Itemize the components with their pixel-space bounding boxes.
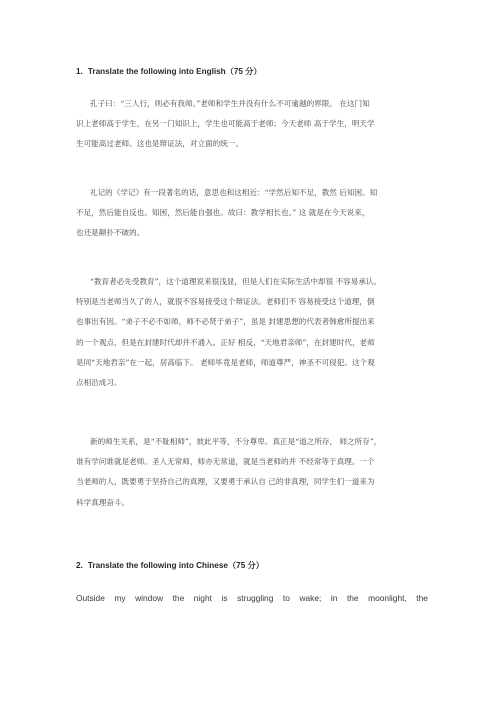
paragraph-line: 科学真理奋斗。 <box>76 497 130 507</box>
paragraph-line: 是同“天地君亲”在一起，居高临下。 老师毕竟是老师，师道尊严，神圣不可侵犯。这个观 <box>76 357 375 367</box>
paragraph-line: 识上老师高于学生，在另一门知识上，学生也可能高于老师；今天老师 高于学生，明天学 <box>76 119 375 129</box>
english-word: the <box>172 593 185 603</box>
paragraph-3 <box>76 272 428 393</box>
english-word: is <box>221 593 228 603</box>
paragraph-line: 点相沿成习。 <box>76 378 122 388</box>
english-word: window <box>135 593 164 603</box>
paragraph-line: 也事出有因。“弟子不必不如师，师不必贤于弟子”，虽是 封建思想的代表者韩愈所提出来 <box>76 317 375 327</box>
paragraph-4 <box>76 432 428 513</box>
section-1-heading <box>76 66 262 77</box>
paragraph-2 <box>76 183 428 244</box>
paragraph-line: 礼记的《学记》有一段著名的话，意思也和这相近：“学然后知不足，教然 后知困。知 <box>90 188 378 197</box>
english-word: night <box>193 593 212 603</box>
paragraph-line: 也还是颠扑不破的。 <box>76 228 145 238</box>
english-word: the <box>346 593 359 603</box>
paragraph-line: 当老师的人，既要勇于坚持自己的真理，又要勇于承认自 己的非真理，同学生们一道来为 <box>76 477 375 487</box>
english-word: wake; <box>299 593 322 603</box>
paragraph-line: “教育者必先受教育”，这个道理说来很浅显，但是人们在实际生活中却很 不容易承认。 <box>90 277 382 286</box>
section-1-number: 1. <box>76 67 83 76</box>
section-2-title: Translate the following into Chinese（75 分） <box>87 561 264 570</box>
paragraph-line: 不足，然后能自反也。知困，然后能自强也。故曰：教学相长也。” 这 就是在今天说来， <box>76 208 370 218</box>
english-word: struggling <box>237 593 274 603</box>
english-word: in <box>330 593 338 603</box>
english-word: the <box>416 593 428 603</box>
section-1-title: Translate the following into English（75 分） <box>87 67 262 76</box>
english-passage-line <box>76 593 428 603</box>
section-2-heading <box>76 560 264 571</box>
paragraph-line: 生可能高过老师。这也是辩证法，对立面的统一。 <box>76 139 244 149</box>
english-word: moonlight, <box>368 593 407 603</box>
paragraph-line: 新的师生关系，是“不耻相师”，彼此平等，不分尊卑。真正是“道之所存， 师之所存”， <box>90 437 382 446</box>
section-2-number: 2. <box>76 561 83 570</box>
paragraph-line: 谁有学问谁就是老师。圣人无常师，师亦无常道，就是当老师的并 不经常等于真理。一个 <box>76 457 375 467</box>
paragraph-line: 孔子曰：“三人行，则必有我师。”老师和学生并没有什么不可逾越的界限。 在这门知 <box>90 99 370 108</box>
paragraph-1 <box>76 94 428 155</box>
english-word: my <box>114 593 126 603</box>
english-word: to <box>282 593 290 603</box>
paragraph-line: 的一个观点，但是在封建时代却并不通入。正好 相反，“天地君亲师”，在封建时代，老师 <box>76 337 375 347</box>
paragraph-line: 特别是当老师当久了的人，就很不容易接受这个辩证法。老师们不 容易接受这个道理，倒 <box>76 297 375 307</box>
english-word: Outside <box>76 593 105 603</box>
